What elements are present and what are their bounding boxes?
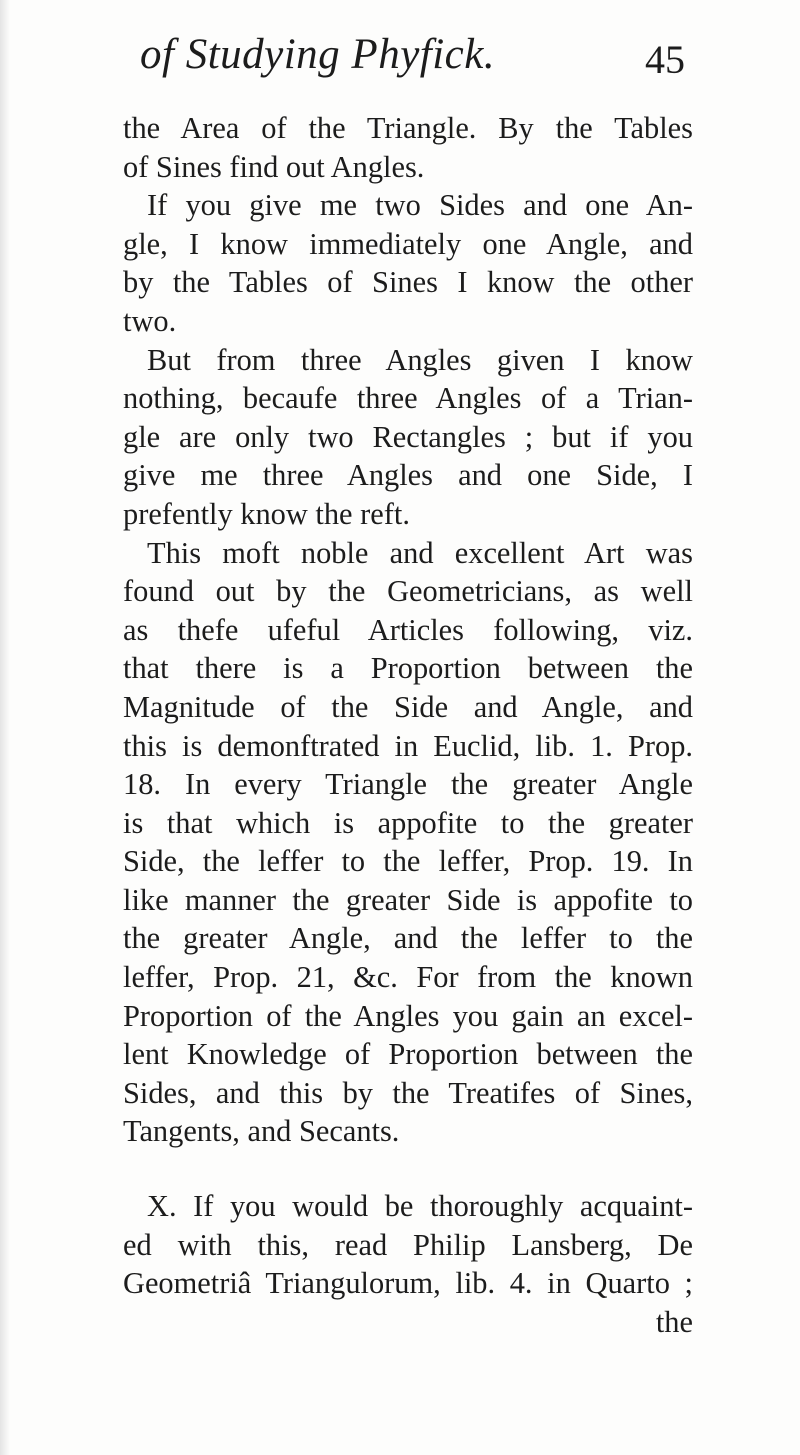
text-line: leffer, Prop. 21, &c. For from the known — [123, 960, 693, 995]
page-number: 45 — [645, 37, 685, 82]
text-line: prefently know the reft. — [123, 496, 410, 531]
binding-gutter — [0, 0, 10, 1455]
section-x-start-line: X. If you would be thoroughly acquaint- — [147, 1189, 693, 1224]
text-line: give me three Angles and one Side, I — [123, 458, 693, 493]
text-line: Sides, and this by the Treatifes of Sines, — [123, 1075, 693, 1110]
catchword: the — [655, 1304, 693, 1339]
section-gap — [123, 1151, 693, 1187]
text-line: Magnitude of the Side and Angle, and — [123, 689, 693, 724]
text-line: Proportion of the Angles you gain an excel- — [123, 998, 693, 1033]
running-title: of Studying Phyfick. — [140, 31, 496, 78]
text-line: Geometriâ Triangulorum, lib. 4. in Quarto ; — [123, 1266, 693, 1301]
paragraph-start-line: This moft noble and excellent Art was — [147, 535, 693, 570]
body-text — [123, 109, 693, 1341]
text-line: as thefe ufeful Articles following, viz. — [123, 612, 693, 647]
text-line: Tangents, and Secants. — [123, 1114, 400, 1149]
text-line: gle are only two Rectangles ; but if you — [123, 419, 693, 454]
text-line: lent Knowledge of Proportion between the — [123, 1037, 693, 1072]
text-line: two. — [123, 303, 177, 338]
text-line: gle, I know immediately one Angle, and — [123, 226, 693, 261]
text-line: like manner the greater Side is appofite to — [123, 882, 693, 917]
text-line: this is demonftrated in Euclid, lib. 1. Prop. — [123, 728, 693, 763]
text-line: 18. In every Triangle the greater Angle — [123, 767, 693, 802]
text-line: Side, the leffer to the leffer, Prop. 19. In — [123, 844, 693, 879]
text-line: by the Tables of Sines I know the other — [123, 265, 693, 300]
text-line: the Area of the Triangle. By the Tables — [123, 111, 693, 145]
text-line: ed with this, read Philip Lansberg, De — [123, 1227, 693, 1262]
text-line: found out by the Geometricians, as well — [123, 574, 693, 609]
text-line: the greater Angle, and the leffer to the — [123, 921, 693, 956]
text-line: is that which is appofite to the greater — [123, 805, 693, 840]
page-header — [140, 30, 685, 90]
paragraph-start-line: If you give me two Sides and one An- — [147, 188, 693, 223]
text-line: nothing, becaufe three Angles of a Trian- — [123, 381, 693, 416]
text-line: of Sines find out Angles. — [123, 149, 425, 184]
text-line: that there is a Proportion between the — [123, 651, 693, 686]
paragraph-start-line: But from three Angles given I know — [147, 342, 693, 377]
